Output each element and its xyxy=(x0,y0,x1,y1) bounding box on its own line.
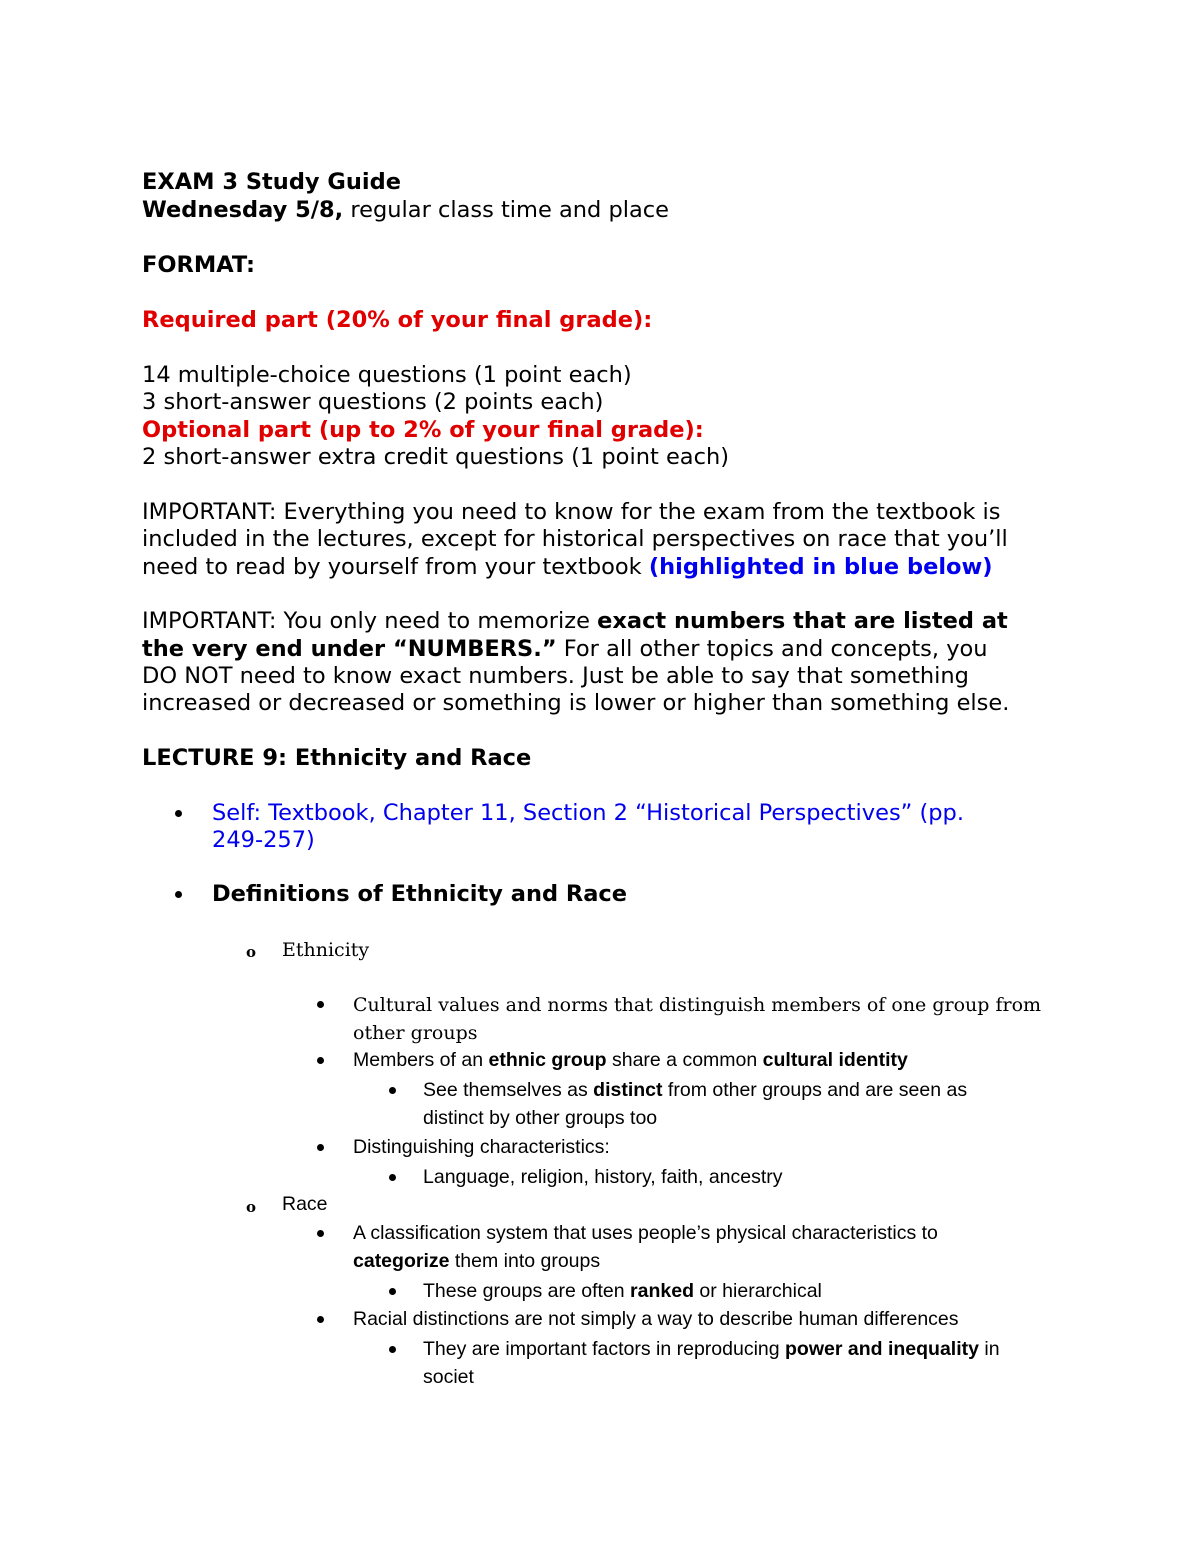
power-line-2: societ xyxy=(423,1366,474,1388)
ranked-text-c: or hierarchical xyxy=(694,1280,822,1302)
groups-text: them into groups xyxy=(449,1250,601,1272)
highlight-note: (highlighted in blue below) xyxy=(648,554,993,580)
important-1-line-1: IMPORTANT: Everything you need to know for the exam from the textbook is xyxy=(142,499,1001,525)
exam-date-bold: Wednesday 5/8, xyxy=(142,197,344,223)
ranked-line xyxy=(423,1277,822,1305)
document-title: EXAM 3 Study Guide xyxy=(142,169,401,195)
extra-credit-line: 2 short-answer extra credit questions (1 point each) xyxy=(142,444,729,470)
self-reading-line-2: 249-257) xyxy=(212,827,315,853)
members-text-a: Members of an xyxy=(353,1049,489,1071)
important-1-line-3-text: need to read by yourself from your textbook xyxy=(142,554,649,580)
ranked-text-a: These groups are often xyxy=(423,1280,631,1302)
circle-bullet-icon: o xyxy=(246,1198,257,1216)
important-2-line-2-bold: the very end under “NUMBERS.” xyxy=(142,636,557,662)
race-classification-line-1: A classification system that uses people’s physical characteristics to xyxy=(353,1222,938,1244)
important-2-line-1 xyxy=(142,607,1008,635)
see-text-b: distinct xyxy=(593,1079,663,1101)
distinct-line-2: distinct by other groups too xyxy=(423,1107,658,1129)
distinct-line-1 xyxy=(423,1076,967,1104)
bullet-icon xyxy=(175,891,182,898)
ethnicity-label: Ethnicity xyxy=(282,939,370,961)
bullet-icon xyxy=(389,1288,396,1295)
important-2-line-2 xyxy=(142,635,988,663)
exam-date-rest: regular class time and place xyxy=(343,197,669,223)
race-label: Race xyxy=(282,1193,328,1215)
bullet-icon xyxy=(317,1230,324,1237)
mcq-line: 14 multiple-choice questions (1 point each) xyxy=(142,362,632,388)
short-answer-line: 3 short-answer questions (2 points each) xyxy=(142,389,604,415)
see-text-c: from other groups and are seen as xyxy=(662,1079,968,1101)
race-classification-line-2 xyxy=(353,1247,600,1275)
bullet-icon xyxy=(389,1174,396,1181)
categorize-text: categorize xyxy=(353,1250,450,1272)
lecture-heading: LECTURE 9: Ethnicity and Race xyxy=(142,745,532,771)
definitions-heading: Definitions of Ethnicity and Race xyxy=(212,881,628,907)
self-reading-line-1: Self: Textbook, Chapter 11, Section 2 “Historical Perspectives” (pp. xyxy=(212,800,964,826)
members-text-c: share a common xyxy=(606,1049,763,1071)
important-2-line-1-text: IMPORTANT: You only need to memorize xyxy=(142,608,598,634)
important-2-line-1-bold: exact numbers that are listed at xyxy=(597,608,1008,634)
ethnicity-definition-line-1: Cultural values and norms that distinguish members of one group from xyxy=(353,994,1042,1016)
important-2-line-2-text: For all other topics and concepts, you xyxy=(556,636,988,662)
ranked-text-b: ranked xyxy=(630,1280,694,1302)
power-line-1 xyxy=(423,1335,1000,1363)
bullet-icon xyxy=(175,810,182,817)
see-text-a: See themselves as xyxy=(423,1079,594,1101)
bullet-icon xyxy=(389,1087,396,1094)
factors-text-a: They are important factors in reproducing xyxy=(423,1338,786,1360)
format-label: FORMAT: xyxy=(142,252,255,278)
circle-bullet-icon: o xyxy=(246,943,257,961)
important-1-line-2: included in the lectures, except for historical perspectives on race that you’ll xyxy=(142,526,1008,552)
exam-date xyxy=(142,196,669,224)
bullet-icon xyxy=(317,1057,324,1064)
bullet-icon xyxy=(317,1001,324,1008)
important-2-line-4: increased or decreased or something is lower or higher than something else. xyxy=(142,690,1010,716)
members-text-b: ethnic group xyxy=(488,1049,607,1071)
bullet-icon xyxy=(389,1346,396,1353)
distinguishing-line: Distinguishing characteristics: xyxy=(353,1136,610,1158)
important-2-line-3: DO NOT need to know exact numbers. Just be able to say that something xyxy=(142,663,969,689)
factors-text-b: power and inequality xyxy=(785,1338,979,1360)
ethnicity-definition-line-2: other groups xyxy=(353,1022,478,1044)
racial-distinctions-line: Racial distinctions are not simply a way to describe human differences xyxy=(353,1308,959,1330)
ethnic-group-line xyxy=(353,1046,908,1074)
bullet-icon xyxy=(317,1316,324,1323)
required-part-heading: Required part (20% of your final grade): xyxy=(142,307,653,333)
language-line: Language, religion, history, faith, ancestry xyxy=(423,1166,783,1188)
members-text-d: cultural identity xyxy=(762,1049,908,1071)
bullet-icon xyxy=(317,1144,324,1151)
important-1-line-3 xyxy=(142,553,993,581)
optional-part-heading: Optional part (up to 2% of your final grade): xyxy=(142,417,704,443)
factors-text-c: in xyxy=(978,1338,1000,1360)
